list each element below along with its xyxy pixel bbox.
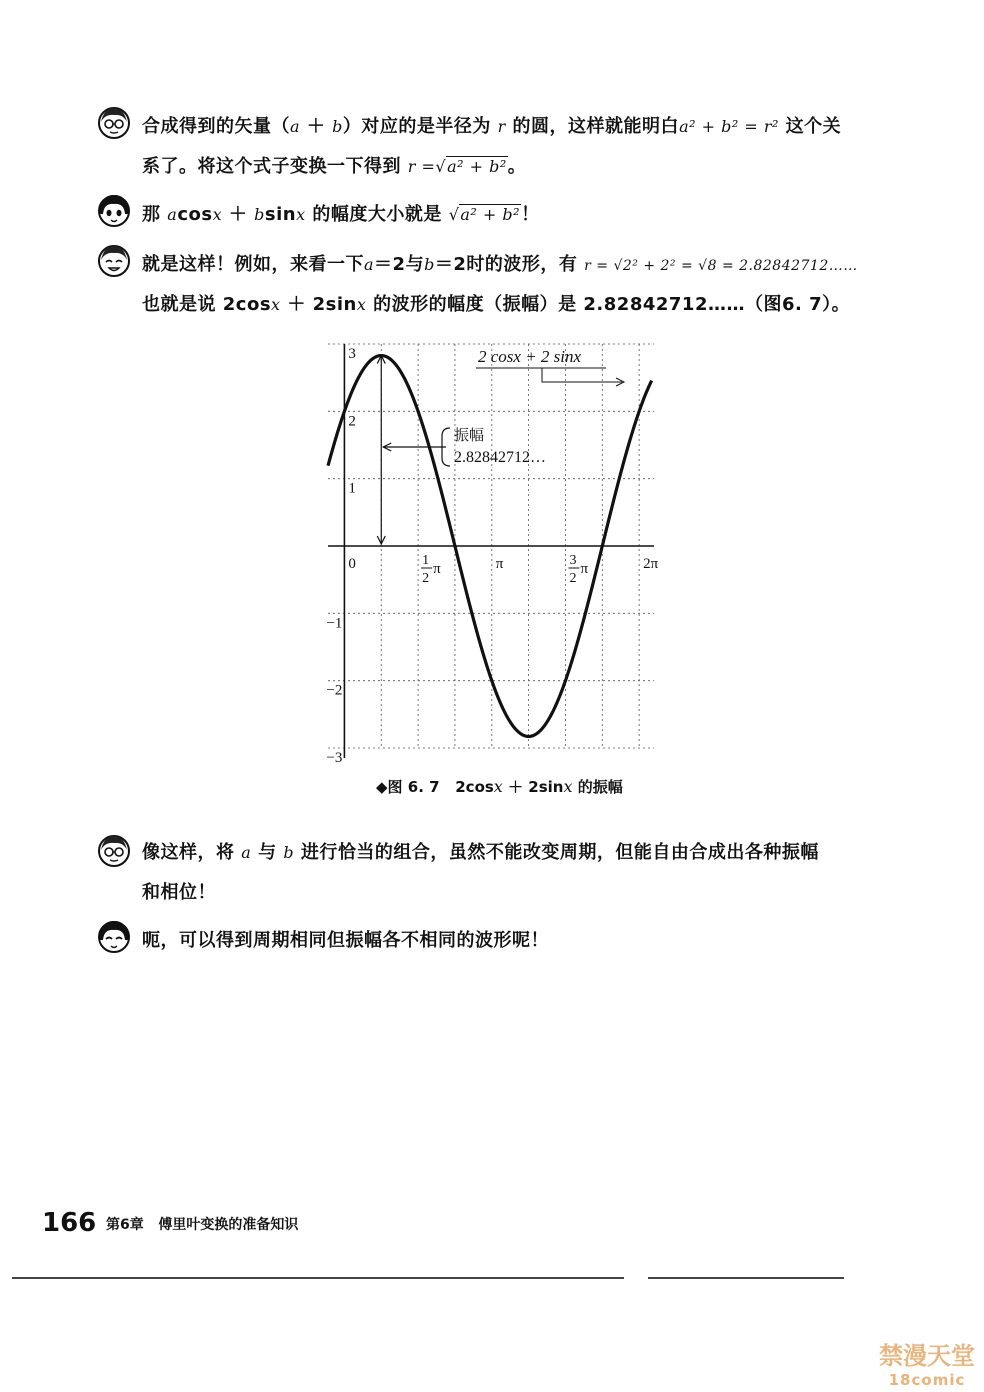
teacher-avatar-icon — [96, 242, 132, 278]
x-tick-pi: π — [433, 561, 441, 577]
dialogue-2 — [96, 192, 896, 232]
dialogue-4 — [96, 832, 896, 912]
amplitude-arrow — [377, 356, 450, 544]
formula-pythagoras: a² + b² = r² — [679, 117, 779, 136]
legend-pointer — [542, 368, 622, 382]
watermark-line-2: 18comic — [888, 1371, 966, 1389]
footer-rule — [648, 1277, 844, 1279]
dialogue-5 — [96, 918, 896, 958]
y-tick-label: −1 — [326, 615, 343, 632]
annotation-value: 2.82842712… — [454, 449, 546, 466]
y-tick-label: −3 — [326, 750, 343, 766]
formula-amplitude: r = √2² + 2² = √8 = 2.82842712…… — [584, 258, 858, 274]
y-tick-label: 1 — [348, 480, 356, 497]
dialogue-4-line-1: 像这样，将 a 与 b 进行恰当的组合，虽然不能改变周期，但能自由合成出各种振幅 — [142, 842, 819, 863]
watermark-line-1: 禁漫天堂 — [879, 1342, 975, 1370]
dialogue-4-line-2: 和相位！ — [142, 882, 216, 903]
chart-axes — [328, 344, 654, 758]
y-tick-label: 2 — [348, 413, 356, 430]
y-tick-label: 3 — [348, 346, 356, 362]
dialogue-3-line-1: 就是这样！例如，来看一下a＝2与b＝2时的波形，有 r = √2² + 2² = √8 = 2.82842712…… — [142, 254, 858, 275]
footer-rule — [12, 1277, 624, 1279]
dialogue-5-line-1: 呃，可以得到周期相同但振幅各不相同的波形呢！ — [142, 930, 549, 951]
watermark — [872, 1336, 982, 1389]
dialogue-1 — [96, 104, 896, 184]
chapter-title: 第6章 傅里叶变换的准备知识 — [106, 1217, 299, 1233]
legend-label: 2 cosx + 2 sinx — [478, 347, 582, 366]
x-tick-label: π — [495, 556, 504, 572]
chart-tick-labels — [326, 346, 658, 766]
y-tick-label: −2 — [326, 682, 343, 699]
dialogue-3-line-2: 也就是说 2cosx ＋ 2sinx 的波形的幅度（振幅）是 2.82842712……（图6. 7）。 — [142, 294, 851, 315]
formula-root: a² + b² — [460, 205, 521, 224]
x-tick-pi: π — [580, 561, 589, 577]
dialogue-1-line-2: 系了。将这个式子变换一下得到 r =√a² + b²。 — [142, 156, 527, 177]
x-tick-label: 2π — [643, 556, 659, 572]
dialogue-2-line-1: 那 acosx ＋ bsinx 的幅度大小就是 √a² + b²！ — [142, 204, 540, 225]
x-tick-numerator: 1 — [422, 553, 430, 568]
x-tick-label: 0 — [348, 556, 356, 572]
annotation-label: 振幅 — [454, 428, 485, 444]
page-number: 166 — [42, 1208, 97, 1238]
figure-caption: ◆图 6. 7 2cosx ＋ 2sinx 的振幅 — [376, 777, 623, 796]
formula-root: a² + b² — [447, 157, 507, 176]
dialogue-3 — [96, 242, 896, 322]
teacher-avatar-icon — [96, 832, 132, 868]
teacher-avatar-icon — [96, 104, 132, 140]
chart-legend — [476, 347, 624, 386]
student-avatar-icon — [96, 192, 132, 228]
x-tick-numerator: 3 — [569, 553, 577, 568]
x-tick-denominator: 2 — [569, 571, 577, 586]
student-avatar-icon — [96, 918, 132, 954]
dialogue-1-line-1: 合成得到的矢量（a ＋ b）对应的是半径为 r 的圆，这样就能明白a² + b² = r² 这个关 — [142, 116, 842, 137]
chart-annotation — [454, 427, 546, 466]
wave-chart — [320, 336, 660, 768]
x-tick-denominator: 2 — [422, 571, 430, 586]
